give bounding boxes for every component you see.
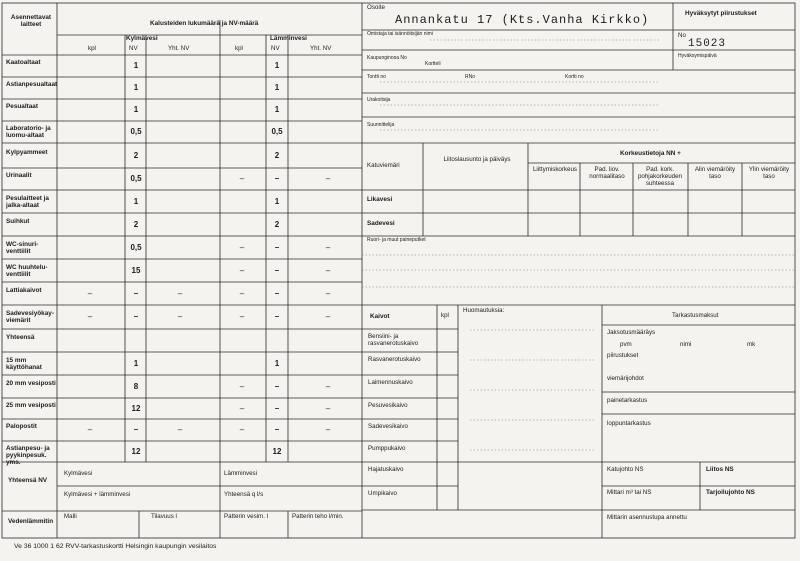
notes-label: Huomautuksia:	[463, 307, 505, 314]
row-sadevesi: Sadevesi	[367, 220, 395, 227]
kortti-label: Kortti no	[565, 74, 584, 80]
fixture-cold-kpl[interactable]: –	[87, 425, 93, 434]
fixture-cold-kpl[interactable]: –	[87, 312, 93, 321]
builder-label: Suunnittelija	[367, 122, 395, 128]
col-nv-cold: NV	[129, 45, 138, 52]
height-col-0: Liittymiskorkeus	[532, 166, 577, 173]
address-value[interactable]: Annankatu 17 (Kts.Vanha Kirkko)	[395, 13, 650, 27]
fixture-hot-nv[interactable]: –	[274, 403, 280, 413]
hot-water-header: Lämminvesi	[270, 35, 307, 42]
fixture-hot-nv[interactable]: –	[274, 242, 280, 252]
fixture-hot-yht[interactable]: –	[325, 174, 331, 183]
installer-label: Mittarin asennustupa annettu	[607, 514, 687, 521]
fixture-label: WC-sinuri-venttiilit	[6, 240, 39, 255]
fixture-cold-nv[interactable]: –	[133, 312, 139, 321]
fixture-hot-nv[interactable]: 0,5	[271, 127, 283, 136]
col-yht-hot: Yht. NV	[310, 45, 332, 52]
fixture-cold-nv[interactable]: 8	[133, 381, 139, 391]
form-footer: Ve 36 1000 1 62 RVV-tarkastuskortti Helsingin kaupungin vesilaitos	[14, 543, 217, 550]
katujohto-label: Katujohto NS	[607, 466, 644, 473]
fixture-label: Kylpyammeet	[6, 148, 48, 156]
totals-cold-plus-hot: Kylmävesi + lämminvesi	[64, 491, 131, 498]
heights-title: Korkeustietoja NN +	[620, 150, 681, 157]
fixture-label: Astianpesu- ja pyykinpesuk. yms.	[6, 444, 50, 467]
counts-title: Kalusteiden lukumäärä ja NV-määrä	[150, 20, 259, 27]
well-item: Bensiini- ja rasvanerotuskaivo	[368, 333, 419, 348]
col-yht-cold: Yht. NV	[168, 45, 190, 52]
insp-viemarijohdot: viemärijohdot	[607, 375, 644, 382]
col-kpl-cold: kpl	[88, 45, 96, 52]
fixture-label: Yhteensä	[6, 333, 35, 341]
fixture-hot-nv[interactable]: –	[274, 312, 280, 321]
fixture-hot-nv[interactable]: –	[274, 265, 280, 275]
well-item: Laimennuskaivo	[368, 379, 413, 386]
no-value[interactable]: 15023	[688, 38, 727, 50]
totals-combined: Yhteensä q l/s	[224, 491, 264, 498]
col-kpl-hot: kpl	[235, 45, 243, 52]
col-nv-hot: NV	[271, 45, 280, 52]
fixture-hot-kpl[interactable]: –	[239, 403, 245, 413]
row-likavesi: Likavesi	[367, 196, 393, 203]
fixture-cold-yht[interactable]: –	[177, 288, 183, 298]
fixture-cold-nv[interactable]: 1	[133, 61, 139, 70]
fixture-hot-nv[interactable]: 2	[274, 150, 280, 160]
fixture-hot-nv[interactable]: 1	[274, 358, 280, 368]
tarjoilu-label: Tarjoilujohto NS	[706, 489, 755, 496]
fixture-label: Suihkut	[6, 217, 30, 225]
inspection-title: Tarkastusmaksut	[672, 312, 719, 319]
liitos-label: Liitos NS	[706, 466, 734, 473]
height-col-4: Ylin viemäröity taso	[748, 166, 790, 181]
fixture-hot-nv[interactable]: 1	[274, 61, 280, 70]
no-label: No	[678, 32, 686, 39]
fixture-cold-kpl[interactable]: –	[87, 288, 93, 298]
mittari-label: Mittari m³ tai NS	[607, 489, 652, 496]
block-label: Kortteli	[425, 61, 441, 67]
fixture-hot-kpl[interactable]: –	[239, 288, 245, 298]
fixture-label: 15 mm käyttöhanat	[6, 356, 42, 371]
fixture-cold-nv[interactable]: 1	[133, 105, 139, 114]
fixture-hot-kpl[interactable]: –	[239, 242, 245, 252]
fixture-hot-yht[interactable]: –	[325, 403, 331, 413]
fixture-cold-nv[interactable]: –	[133, 288, 139, 298]
designer-label: Urakoitsija	[367, 97, 391, 103]
wells-kpl-header: kpl	[441, 312, 449, 319]
heater-model: Malli	[64, 513, 77, 520]
plot-label: Tontti no	[367, 74, 386, 80]
fixture-cold-nv[interactable]: 1	[133, 358, 139, 368]
height-col-3: Alin viemäröity taso	[694, 166, 736, 181]
fixture-label: Sadevesiyökay-viemärit	[6, 310, 54, 325]
fixture-cold-nv[interactable]: 12	[131, 403, 141, 413]
fixture-hot-yht[interactable]: –	[325, 242, 331, 252]
fixture-cold-nv[interactable]: 2	[133, 150, 139, 160]
district-label: Kaupunginosa No	[367, 55, 407, 61]
totals-label: Yhteensä NV	[8, 477, 48, 484]
fixture-hot-nv[interactable]: –	[274, 381, 280, 391]
well-item: Hajatuskaivo	[368, 466, 404, 473]
fixture-hot-yht[interactable]: –	[325, 425, 331, 434]
height-col-2: Pad. kork. pohjakorkeuden suhteessa	[637, 166, 683, 188]
fixture-label: WC huuhtelu-venttiilit	[6, 263, 48, 278]
fixture-label: 25 mm vesiposti	[6, 401, 56, 409]
fixture-hot-nv[interactable]: –	[274, 425, 280, 434]
pipes-label: Ruori- ja muut paineputket	[367, 237, 426, 243]
fixture-hot-nv[interactable]: –	[274, 174, 280, 183]
fixture-cold-nv[interactable]: 1	[133, 83, 139, 92]
fixture-hot-kpl[interactable]: –	[239, 312, 245, 321]
totals-cold: Kylmävesi	[64, 470, 93, 477]
fixture-label: Urinaalit	[6, 172, 32, 179]
fixture-hot-nv[interactable]: 1	[274, 83, 280, 92]
fixture-cold-yht[interactable]: –	[177, 312, 183, 321]
heater-coil: Patterin vesim. l	[224, 513, 269, 520]
fixture-hot-yht[interactable]: –	[325, 381, 331, 391]
fixture-hot-nv[interactable]: 2	[274, 219, 280, 229]
fixture-label: Palopostit	[6, 423, 37, 430]
fixture-hot-yht[interactable]: –	[325, 312, 331, 321]
fixture-cold-nv[interactable]: 0,5	[130, 174, 142, 183]
height-col-1: Pad. liov. normaalitaso	[589, 166, 625, 181]
fixture-cold-nv[interactable]: 0,5	[130, 127, 142, 136]
wells-header: Kaivot	[370, 313, 390, 320]
fixture-label: Astianpesualtaat	[6, 81, 58, 88]
fixture-hot-nv[interactable]: –	[274, 288, 280, 298]
fixture-label: Lattiakaivot	[6, 286, 42, 294]
heater-volume: Tilavuus l	[151, 513, 177, 520]
rno-label: RNo	[465, 74, 476, 80]
fixture-cold-nv[interactable]: 15	[131, 265, 141, 275]
totals-hot: Lämminvesi	[224, 470, 258, 477]
fixture-cold-nv[interactable]: 2	[133, 219, 139, 229]
fixture-cold-nv[interactable]: 1	[133, 196, 139, 206]
fixtures-header: Asennettavat laitteet	[10, 14, 52, 29]
fixture-label: 20 mm vesiposti	[6, 379, 56, 387]
fixture-hot-nv[interactable]: 12	[272, 446, 282, 456]
fixture-cold-nv[interactable]: –	[133, 425, 139, 434]
street-pipe-label: Katuviemäri	[367, 162, 400, 169]
fixture-hot-kpl[interactable]: –	[239, 174, 245, 183]
insp-loppuntarkastus: loppuntarkastus	[607, 420, 651, 427]
heater-label: Vedenlämmitin	[8, 518, 54, 525]
insp-jaksotus: Jaksotusmääräys	[607, 329, 656, 336]
fixture-label: Laboratorio- ja luomu-altaat	[6, 125, 51, 140]
fixture-label: Pesualtaat	[6, 103, 38, 110]
owner-label: Omistaja tai isännöitsijän nimi	[367, 31, 433, 37]
well-item: Umpikaivo	[368, 490, 397, 497]
insp-nimi: nimi	[680, 341, 692, 348]
fixture-label: Pesulaitteet ja jalka-altaat	[6, 194, 49, 209]
approved-label: Hyväksytyt piirustukset	[685, 10, 757, 17]
fixture-hot-kpl[interactable]: –	[239, 265, 245, 275]
fixture-hot-nv[interactable]: 1	[274, 196, 280, 206]
fixture-cold-nv[interactable]: 12	[131, 446, 141, 456]
heater-coil-power: Patterin teho l/min.	[292, 513, 344, 520]
insp-piirustukset: piirustukset	[607, 352, 639, 359]
connection-label: Liitoslausunto ja päiväys	[443, 156, 511, 163]
well-item: Sadevesikaivo	[368, 423, 408, 430]
well-item: Pumppukaivo	[368, 445, 406, 452]
insp-mk: mk	[747, 341, 756, 348]
fixture-hot-nv[interactable]: 1	[274, 105, 280, 114]
insp-painetarkastus: painetarkastus	[607, 397, 648, 404]
approval-date-label: Hyväksymispäivä	[678, 53, 717, 59]
well-item: Pesuvesikaivo	[368, 402, 408, 409]
fixture-cold-nv[interactable]: 0,5	[130, 242, 142, 252]
fixture-label: Kaatoaltaat	[6, 59, 41, 66]
well-item: Rasvanerotuskaivo	[368, 356, 421, 363]
fixture-hot-kpl[interactable]: –	[239, 381, 245, 391]
fixture-hot-yht[interactable]: –	[325, 288, 331, 298]
insp-pvm: pvm	[620, 341, 632, 348]
cold-water-header: Kylmävesi	[126, 35, 158, 42]
fixture-cold-yht[interactable]: –	[177, 425, 183, 434]
fixture-hot-yht[interactable]: –	[325, 265, 331, 275]
address-label: Osoite	[367, 4, 385, 11]
fixture-hot-kpl[interactable]: –	[239, 425, 245, 434]
